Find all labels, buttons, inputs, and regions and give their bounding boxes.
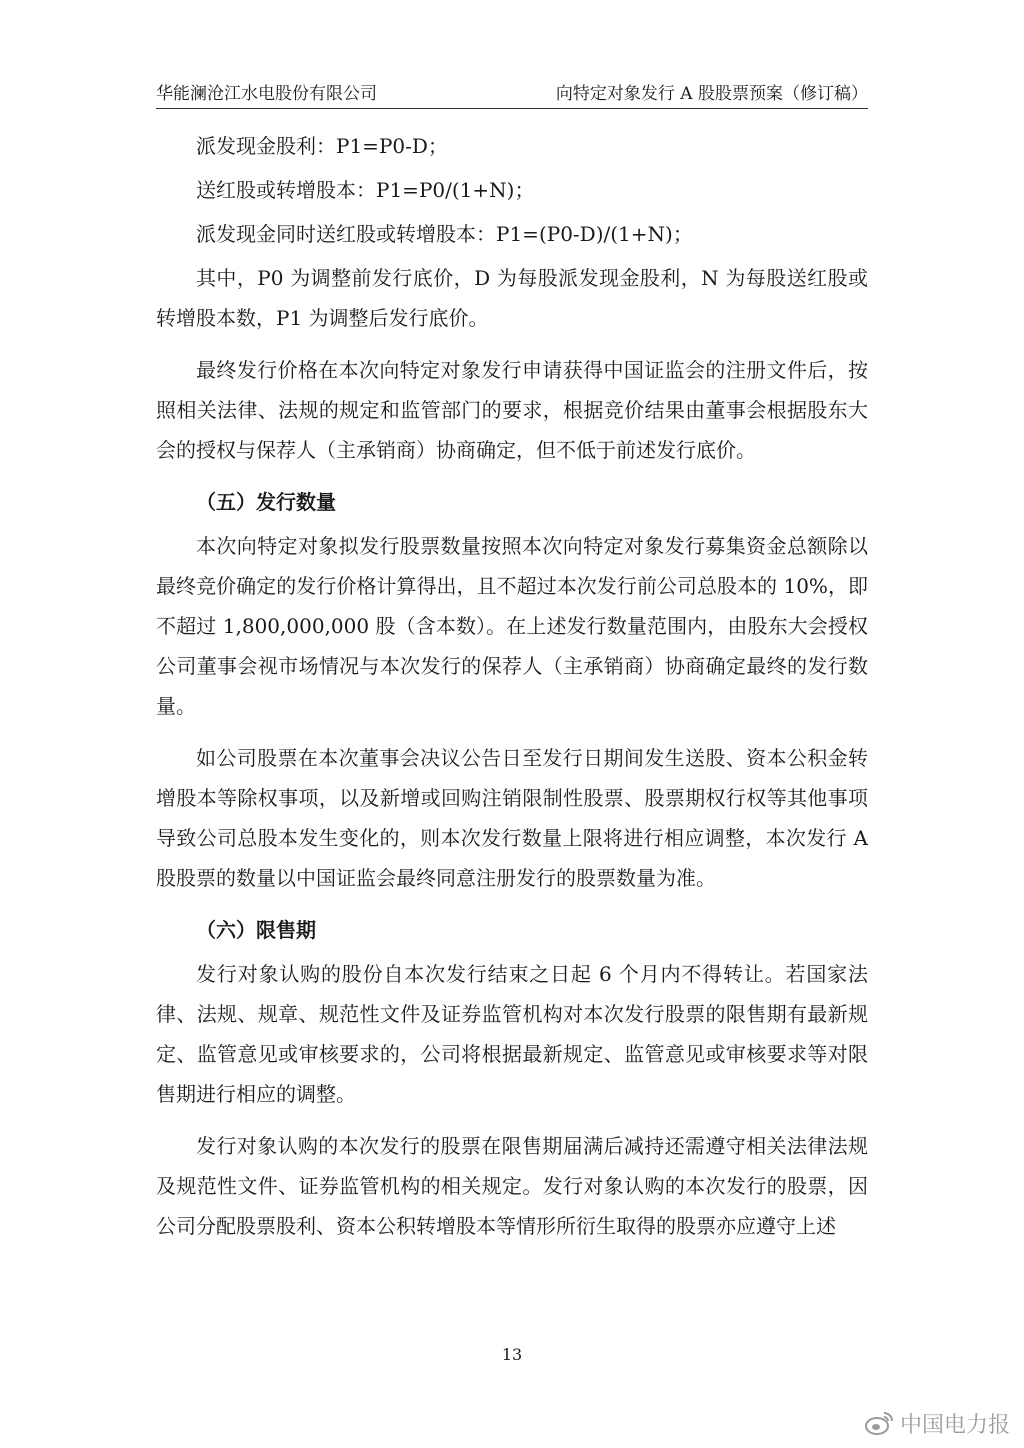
formula-bonus-shares: 送红股或转增股本：P1=P0/(1+N)；: [196, 178, 535, 202]
page-number: 13: [501, 1345, 523, 1364]
formula-cash-dividend: 派发现金股利：P1=P0-D；: [196, 134, 448, 158]
issuance-quantity-paragraph-2: 如公司股票在本次董事会决议公告日至发行日期间发生送股、资本公积金转增股本等除权事项，以及新增或回购注销限制性股票、股票期权行权等其他事项导致公司总股本发生变化的，则本次发行数量上限将进行相应调整，本次发行 A 股股票的数量以中国证监会最终同意注册发行的股票数量为准。: [156, 746, 868, 890]
watermark-text: 中国电力报: [899, 1412, 1010, 1438]
weibo-icon: [864, 1410, 894, 1436]
lockup-paragraph-1: 发行对象认购的股份自本次发行结束之日起 6 个月内不得转让。若国家法律、法规、规章、规范性文件及证券监管机构对本次发行股票的限售期有最新规定、监管意见或审核要求的，公司将根据最新规定、监管意见或审核要求等对限售期进行相应的调整。: [156, 962, 868, 1106]
header-company: 华能澜沧江水电股份有限公司: [156, 84, 377, 104]
header-doc-title: 向特定对象发行 A 股股票预案（修订稿）: [555, 84, 868, 104]
formula-combined: 派发现金同时送红股或转增股本：P1=(P0-D)/(1+N)；: [196, 222, 693, 246]
section-lockup-period-heading: （六）限售期: [196, 918, 316, 942]
section-issuance-quantity-heading: （五）发行数量: [196, 490, 336, 514]
document-body: [156, 126, 868, 1246]
watermark: [864, 1406, 1010, 1440]
final-price-paragraph: 最终发行价格在本次向特定对象发行申请获得中国证监会的注册文件后，按照相关法律、法规的规定和监管部门的要求，根据竞价结果由董事会根据股东大会的授权与保荐人（主承销商）协商确定，但不低于前述发行底价。: [156, 358, 868, 462]
lockup-paragraph-2: 发行对象认购的本次发行的股票在限售期届满后减持还需遵守相关法律法规及规范性文件、证券监管机构的相关规定。发行对象认购的本次发行的股票，因公司分配股票股利、资本公积转增股本等情形所衍生取得的股票亦应遵守上述: [156, 1134, 868, 1238]
formula-definitions: 其中，P0 为调整前发行底价，D 为每股派发现金股利，N 为每股送红股或转增股本数，P1 为调整后发行底价。: [156, 266, 868, 330]
issuance-quantity-paragraph-1: 本次向特定对象拟发行股票数量按照本次向特定对象发行募集资金总额除以最终竞价确定的发行价格计算得出，且不超过本次发行前公司总股本的 10%，即不超过 1,800,000,000 股（含本数）。在上述发行数量范围内，由股东大会授权公司董事会视市场情况与本次发行的保荐人（主承销商）协商确定最终的发行数量。: [156, 534, 868, 718]
page-header: [156, 80, 868, 109]
